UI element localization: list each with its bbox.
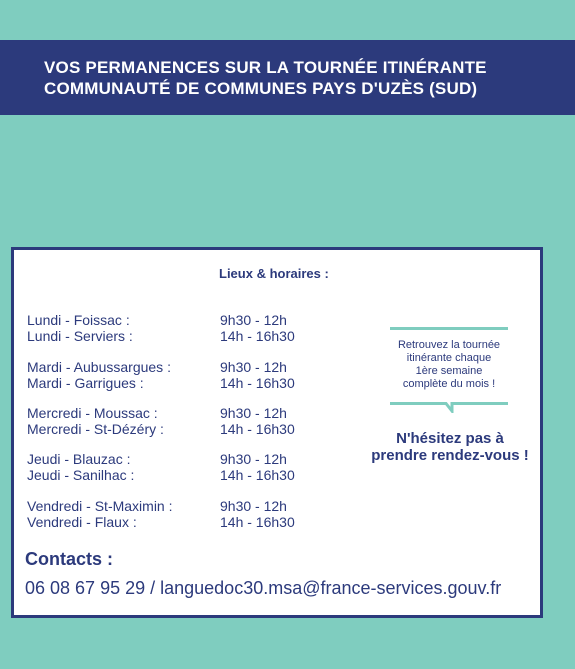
callout-text: [390, 339, 508, 391]
cta-line: prendre rendez-vous !: [371, 447, 529, 464]
schedule-hours: 9h30 - 12h: [220, 312, 287, 328]
schedule-hours: 14h - 16h30: [220, 421, 295, 437]
callout-line: Retrouvez la tournée: [397, 339, 501, 351]
schedule-day: Mardi - Aubussargues :: [27, 359, 171, 375]
schedule-day: Mercredi - Moussac :: [27, 405, 158, 421]
banner-title-line-1: VOS PERMANENCES SUR LA TOURNÉE ITINÉRANTE: [44, 58, 487, 77]
callout-line: complète du mois !: [402, 378, 496, 390]
schedule-day: Lundi - Serviers :: [27, 328, 133, 344]
contacts-details: 06 08 67 95 29 / languedoc30.msa@france-services.gouv.fr: [25, 578, 502, 598]
callout-line: itinérante chaque: [406, 352, 492, 364]
schedule-day: Mardi - Garrigues :: [27, 375, 144, 391]
banner-title-line-2: COMMUNAUTÉ DE COMMUNES PAYS D'UZÈS (SUD): [44, 79, 478, 98]
schedule-day: Mercredi - St-Dézéry :: [27, 421, 164, 437]
schedule-day: Lundi - Foissac :: [27, 312, 130, 328]
schedule-day: Jeudi - Blauzac :: [27, 451, 131, 467]
card-title: Lieux & horaires :: [219, 266, 329, 281]
schedule-hours: 9h30 - 12h: [220, 405, 287, 421]
schedule-day: Jeudi - Sanilhac :: [27, 467, 135, 483]
schedule-hours: 9h30 - 12h: [220, 451, 287, 467]
tour-callout: [390, 327, 508, 405]
schedule-hours: 14h - 16h30: [220, 328, 295, 344]
schedule-hours: 9h30 - 12h: [220, 359, 287, 375]
schedule-day: Vendredi - Flaux :: [27, 514, 137, 530]
cta-line: N'hésitez pas à: [396, 430, 504, 447]
schedule-day: Vendredi - St-Maximin :: [27, 498, 173, 514]
speech-bubble-tail-icon: [390, 397, 508, 413]
schedule-hours: 14h - 16h30: [220, 467, 295, 483]
header-banner: [0, 40, 575, 115]
schedule-hours: 14h - 16h30: [220, 514, 295, 530]
schedule-hours: 9h30 - 12h: [220, 498, 287, 514]
schedule-hours: 14h - 16h30: [220, 375, 295, 391]
contacts-title: Contacts :: [25, 549, 114, 569]
callout-top-border: [390, 327, 508, 330]
callout-line: 1ère semaine: [415, 365, 483, 377]
appointment-cta: [360, 430, 540, 464]
